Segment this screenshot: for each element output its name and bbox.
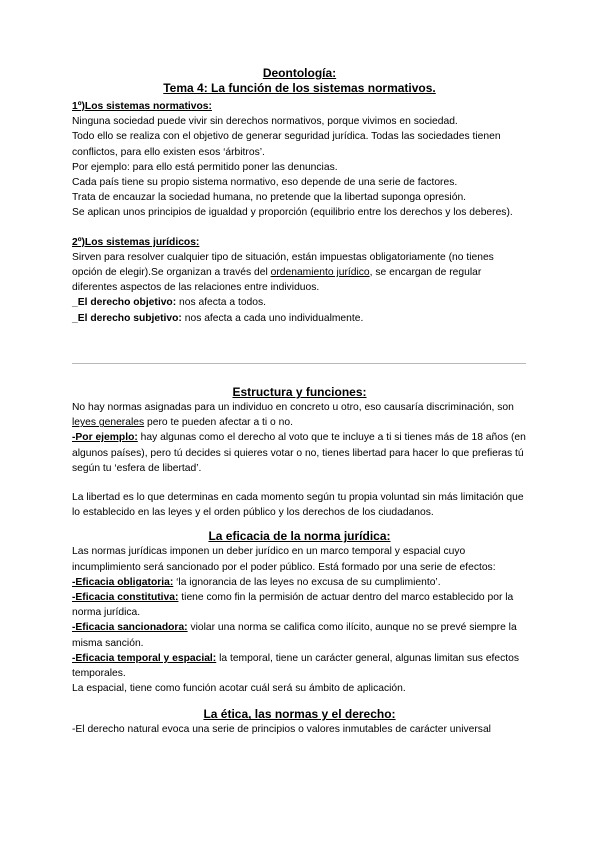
definition-objetivo: _El derecho objetivo: nos afecta a todos. — [72, 297, 267, 309]
document-subtitle: Tema 4: La función de los sistemas normativos. — [163, 81, 436, 95]
term-label: -Eficacia constitutiva: — [72, 592, 179, 604]
paragraph: Sirven para resolver cualquier tipo de situación, están impuestas obligatoriamente (no tienes opción de elegir).Se organizan a través del ordenamiento jurídico, se encargan de regular diferentes aspectos de las relaciones entre individuos. — [72, 251, 494, 294]
section-heading-estructura: Estructura y funciones: — [232, 385, 367, 399]
document-page — [72, 66, 527, 326]
paragraph: No hay normas asignadas para un individuo en concreto u otro, eso causaría discriminación, son leyes generales pero te pueden afectar a ti o no. — [72, 402, 514, 429]
paragraph: Ninguna sociedad puede vivir sin derechos normativos, porque vivimos en sociedad. — [72, 116, 458, 128]
term-label: _El derecho objetivo: — [72, 297, 177, 309]
paragraph: -El derecho natural evoca una serie de principios o valores inmutables de carácter universal — [72, 724, 491, 736]
paragraph: Todo ello se realiza con el objetivo de generar seguridad jurídica. Todas las sociedades tienen conflictos, para ello existen esos ‘árbitros’. — [72, 131, 501, 158]
list-item: -Eficacia sancionadora: violar una norma se califica como ilícito, aunque no se prevé siempre la misma sanción. — [72, 622, 517, 649]
horizontal-divider — [72, 363, 526, 364]
paragraph: Cada país tiene su propio sistema normativo, eso depende de una serie de factores. — [72, 177, 458, 189]
paragraph: Se aplican unos principios de igualdad y proporción (equilibrio entre los derechos y los deberes). — [72, 207, 513, 219]
section-heading-eficacia: La eficacia de la norma jurídica: — [208, 529, 391, 544]
underlined-term: ordenamiento jurídico — [270, 267, 370, 279]
section-heading-sistemas-juridicos: 2º)Los sistemas jurídicos: — [72, 236, 200, 248]
paragraph: Por ejemplo: para ello está permitido poner las denuncias. — [72, 161, 338, 173]
term-label: _El derecho subjetivo: — [72, 312, 182, 324]
list-item: -Eficacia constitutiva: tiene como fin la permisión de actuar dentro del marco establecido por la norma jurídica. — [72, 592, 514, 619]
paragraph: La libertad es lo que determinas en cada momento según tu propia voluntad sin más limitación que lo establecido en las leyes y el orden público y los derechos de los ciudadanos. — [72, 492, 524, 519]
definition-subjetivo: _El derecho subjetivo: nos afecta a cada uno individualmente. — [72, 312, 364, 324]
term-label: -Eficacia obligatoria: — [72, 576, 174, 588]
paragraph: -Por ejemplo: hay algunas como el derecho al voto que te incluye a ti si tienes más de 18 años (en algunos países), pero tú decides si quieres votar o no, tienes libertad para hacer lo que prefieras tú según tu ‘esfera de libertad’. — [72, 432, 526, 474]
document-title: Deontología: — [262, 66, 337, 80]
term-label: -Eficacia temporal y espacial: — [72, 652, 217, 664]
term-label: -Por ejemplo: — [72, 432, 138, 444]
section-heading-sistemas-normativos: 1º)Los sistemas normativos: — [72, 101, 212, 112]
list-item: -Eficacia obligatoria: ‘la ignorancia de las leyes no excusa de su cumplimiento’. — [72, 576, 441, 588]
term-label: -Eficacia sancionadora: — [72, 622, 188, 634]
paragraph: La espacial, tiene como función acotar cuál será su ámbito de aplicación. — [72, 683, 406, 695]
section-heading-etica: La ética, las normas y el derecho: — [203, 707, 396, 722]
list-item: -Eficacia temporal y espacial: la temporal, tiene un carácter general, algunas limitan sus efectos temporales. — [72, 652, 520, 680]
document-page-lower — [72, 384, 527, 738]
paragraph: Las normas jurídicas imponen un deber jurídico en un marco temporal y espacial cuyo incumplimiento será sancionado por el poder público. Está formado por una serie de efectos: — [72, 546, 496, 573]
paragraph: Trata de encauzar la sociedad humana, no pretende que la libertad suponga opresión. — [72, 192, 467, 204]
underlined-term: leyes generales — [72, 417, 145, 429]
